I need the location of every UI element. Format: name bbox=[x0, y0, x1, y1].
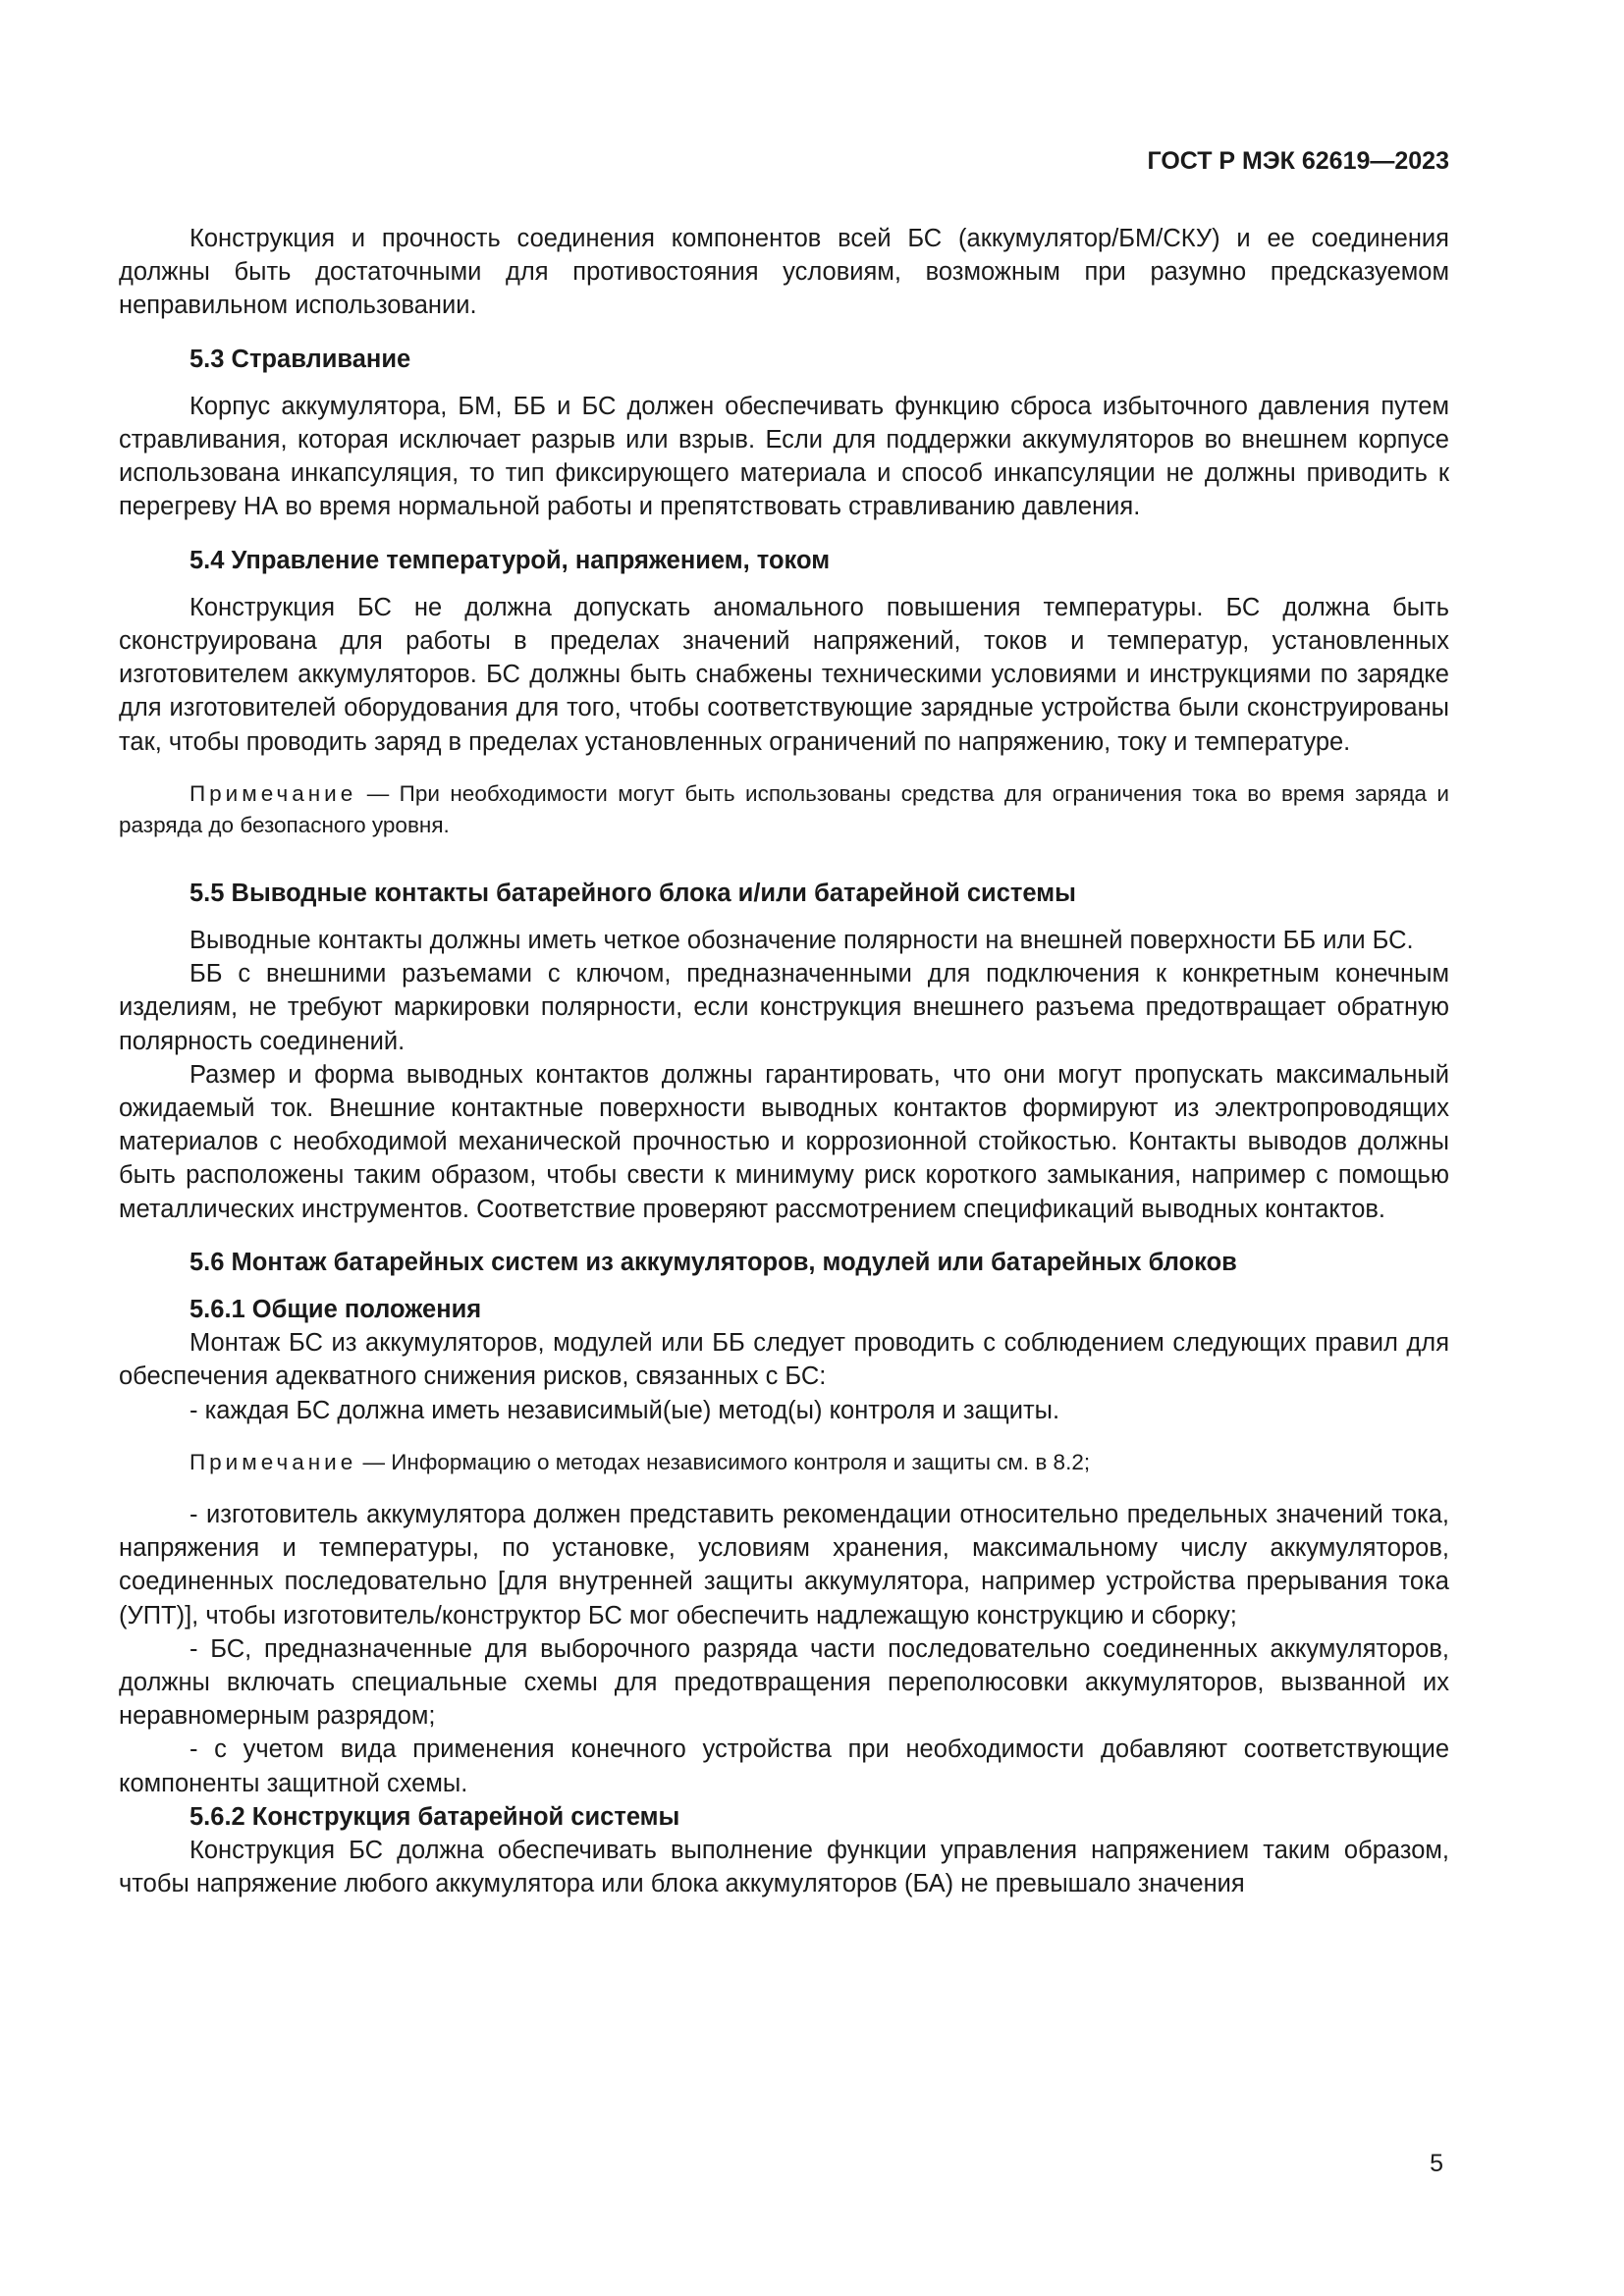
paragraph-polarity-marking: Выводные контакты должны иметь четкое обозначение полярности на внешней поверхности ББ или БС. bbox=[189, 927, 1414, 955]
note-label: Примечание bbox=[189, 780, 357, 806]
paragraph-system-design: Конструкция БС должна обеспечивать выполнение функции управления напряжением таким образом, чтобы напряжение любого аккумулятора или блока аккумуляторов (БА) не превышало значения bbox=[119, 1836, 1449, 1898]
document-body bbox=[119, 222, 1449, 1900]
document-header: ГОСТ Р МЭК 62619—2023 bbox=[1147, 147, 1449, 175]
heading-5-6-2: 5.6.2 Конструкция батарейной системы bbox=[189, 1802, 680, 1831]
note-independent-control bbox=[119, 1447, 1449, 1478]
heading-5-3: 5.3 Стравливание bbox=[189, 345, 411, 373]
heading-5-6: 5.6 Монтаж батарейных систем из аккумуляторов, модулей или батарейных блоков bbox=[189, 1248, 1237, 1276]
page-number: 5 bbox=[1430, 2150, 1443, 2177]
list-item-selective-discharge: - БС, предназначенные для выборочного разряда части последовательно соединенных аккумуляторов, должны включать специальные схемы для предотвращения переполюсовки аккумуляторов, вызванной их неравномерным разрядом; bbox=[119, 1634, 1449, 1731]
paragraph-temperature-control: Конструкция БС не должна допускать аномального повышения температуры. БС должна быть сконструирована для работы в пределах значений напряжений, токов и температур, установленных изготовителем аккумуляторов. БС должны быть снабжены техническими условиями и инструкциями по зарядке для изготовителей оборудования для того, чтобы соответствующие зарядные устройства были сконструированы так, чтобы проводить заряд в пределах установленных ограничений по напряжению, току и температуре. bbox=[119, 593, 1449, 756]
paragraph-construction-strength: Конструкция и прочность соединения компонентов всей БС (аккумулятор/БМ/СКУ) и ее соединения должны быть достаточными для противостояния условиям, возможным при разумно предсказуемом неправильном использовании. bbox=[119, 225, 1449, 320]
paragraph-keyed-connectors: ББ с внешними разъемами с ключом, предназначенными для подключения к конкретным конечным изделиям, не требуют маркировки полярности, если конструкция внешнего разъема предотвращает обратную полярность соединений. bbox=[119, 960, 1449, 1055]
heading-5-4: 5.4 Управление температурой, напряжением, током bbox=[189, 546, 831, 574]
note-text: — При необходимости могут быть использованы средства для ограничения тока во время заряда и разряда до безопасного уровня. bbox=[119, 780, 1449, 837]
note-label: Примечание bbox=[189, 1449, 357, 1474]
list-item-manufacturer-recommendations: - изготовитель аккумулятора должен представить рекомендации относительно предельных значений тока, напряжения и температуры, по установке, условиям хранения, максимальному числу аккумуляторов, соединенных последовательно [для внутренней защиты аккумулятора, например устройства прерывания тока (УПТ)], чтобы изготовитель/конструктор БС мог обеспечить надлежащую конструкцию и сборку; bbox=[119, 1500, 1449, 1629]
paragraph-contact-size: Размер и форма выводных контактов должны гарантировать, что они могут пропускать максимальный ожидаемый ток. Внешние контактные поверхности выводных контактов формируют из электропроводящих материалов с необходимой механической прочностью и коррозионной стойкостью. Контакты выводов должны быть расположены таким образом, чтобы свести к минимуму риск короткого замыкания, например с помощью металлических инструментов. Соответствие проверяют рассмотрением спецификаций выводных контактов. bbox=[119, 1060, 1449, 1223]
heading-5-6-1: 5.6.1 Общие положения bbox=[189, 1296, 482, 1324]
note-text: — Информацию о методах независимого контроля и защиты см. в 8.2; bbox=[362, 1449, 1091, 1474]
list-item-protective-components: - с учетом вида применения конечного устройства при необходимости добавляют соответствующие компоненты защитной схемы. bbox=[119, 1735, 1449, 1797]
list-item-independent-control: - каждая БС должна иметь независимый(ые) метод(ы) контроля и защиты. bbox=[189, 1396, 1060, 1424]
paragraph-venting: Корпус аккумулятора, БМ, ББ и БС должен обеспечивать функцию сброса избыточного давления путем стравливания, которая исключает разрыв или взрыв. Если для поддержки аккумуляторов во внешнем корпусе использована инкапсуляция, то тип фиксирующего материала и способ инкапсуляции не должны приводить к перегреву НА во время нормальной работы и препятствовать стравливанию давления. bbox=[119, 392, 1449, 521]
note-current-limit bbox=[119, 778, 1449, 841]
paragraph-assembly-rules: Монтаж БС из аккумуляторов, модулей или ББ следует проводить с соблюдением следующих правил для обеспечения адекватного снижения рисков, связанных с БС: bbox=[119, 1329, 1449, 1391]
heading-5-5: 5.5 Выводные контакты батарейного блока и/или батарейной системы bbox=[189, 879, 1076, 907]
